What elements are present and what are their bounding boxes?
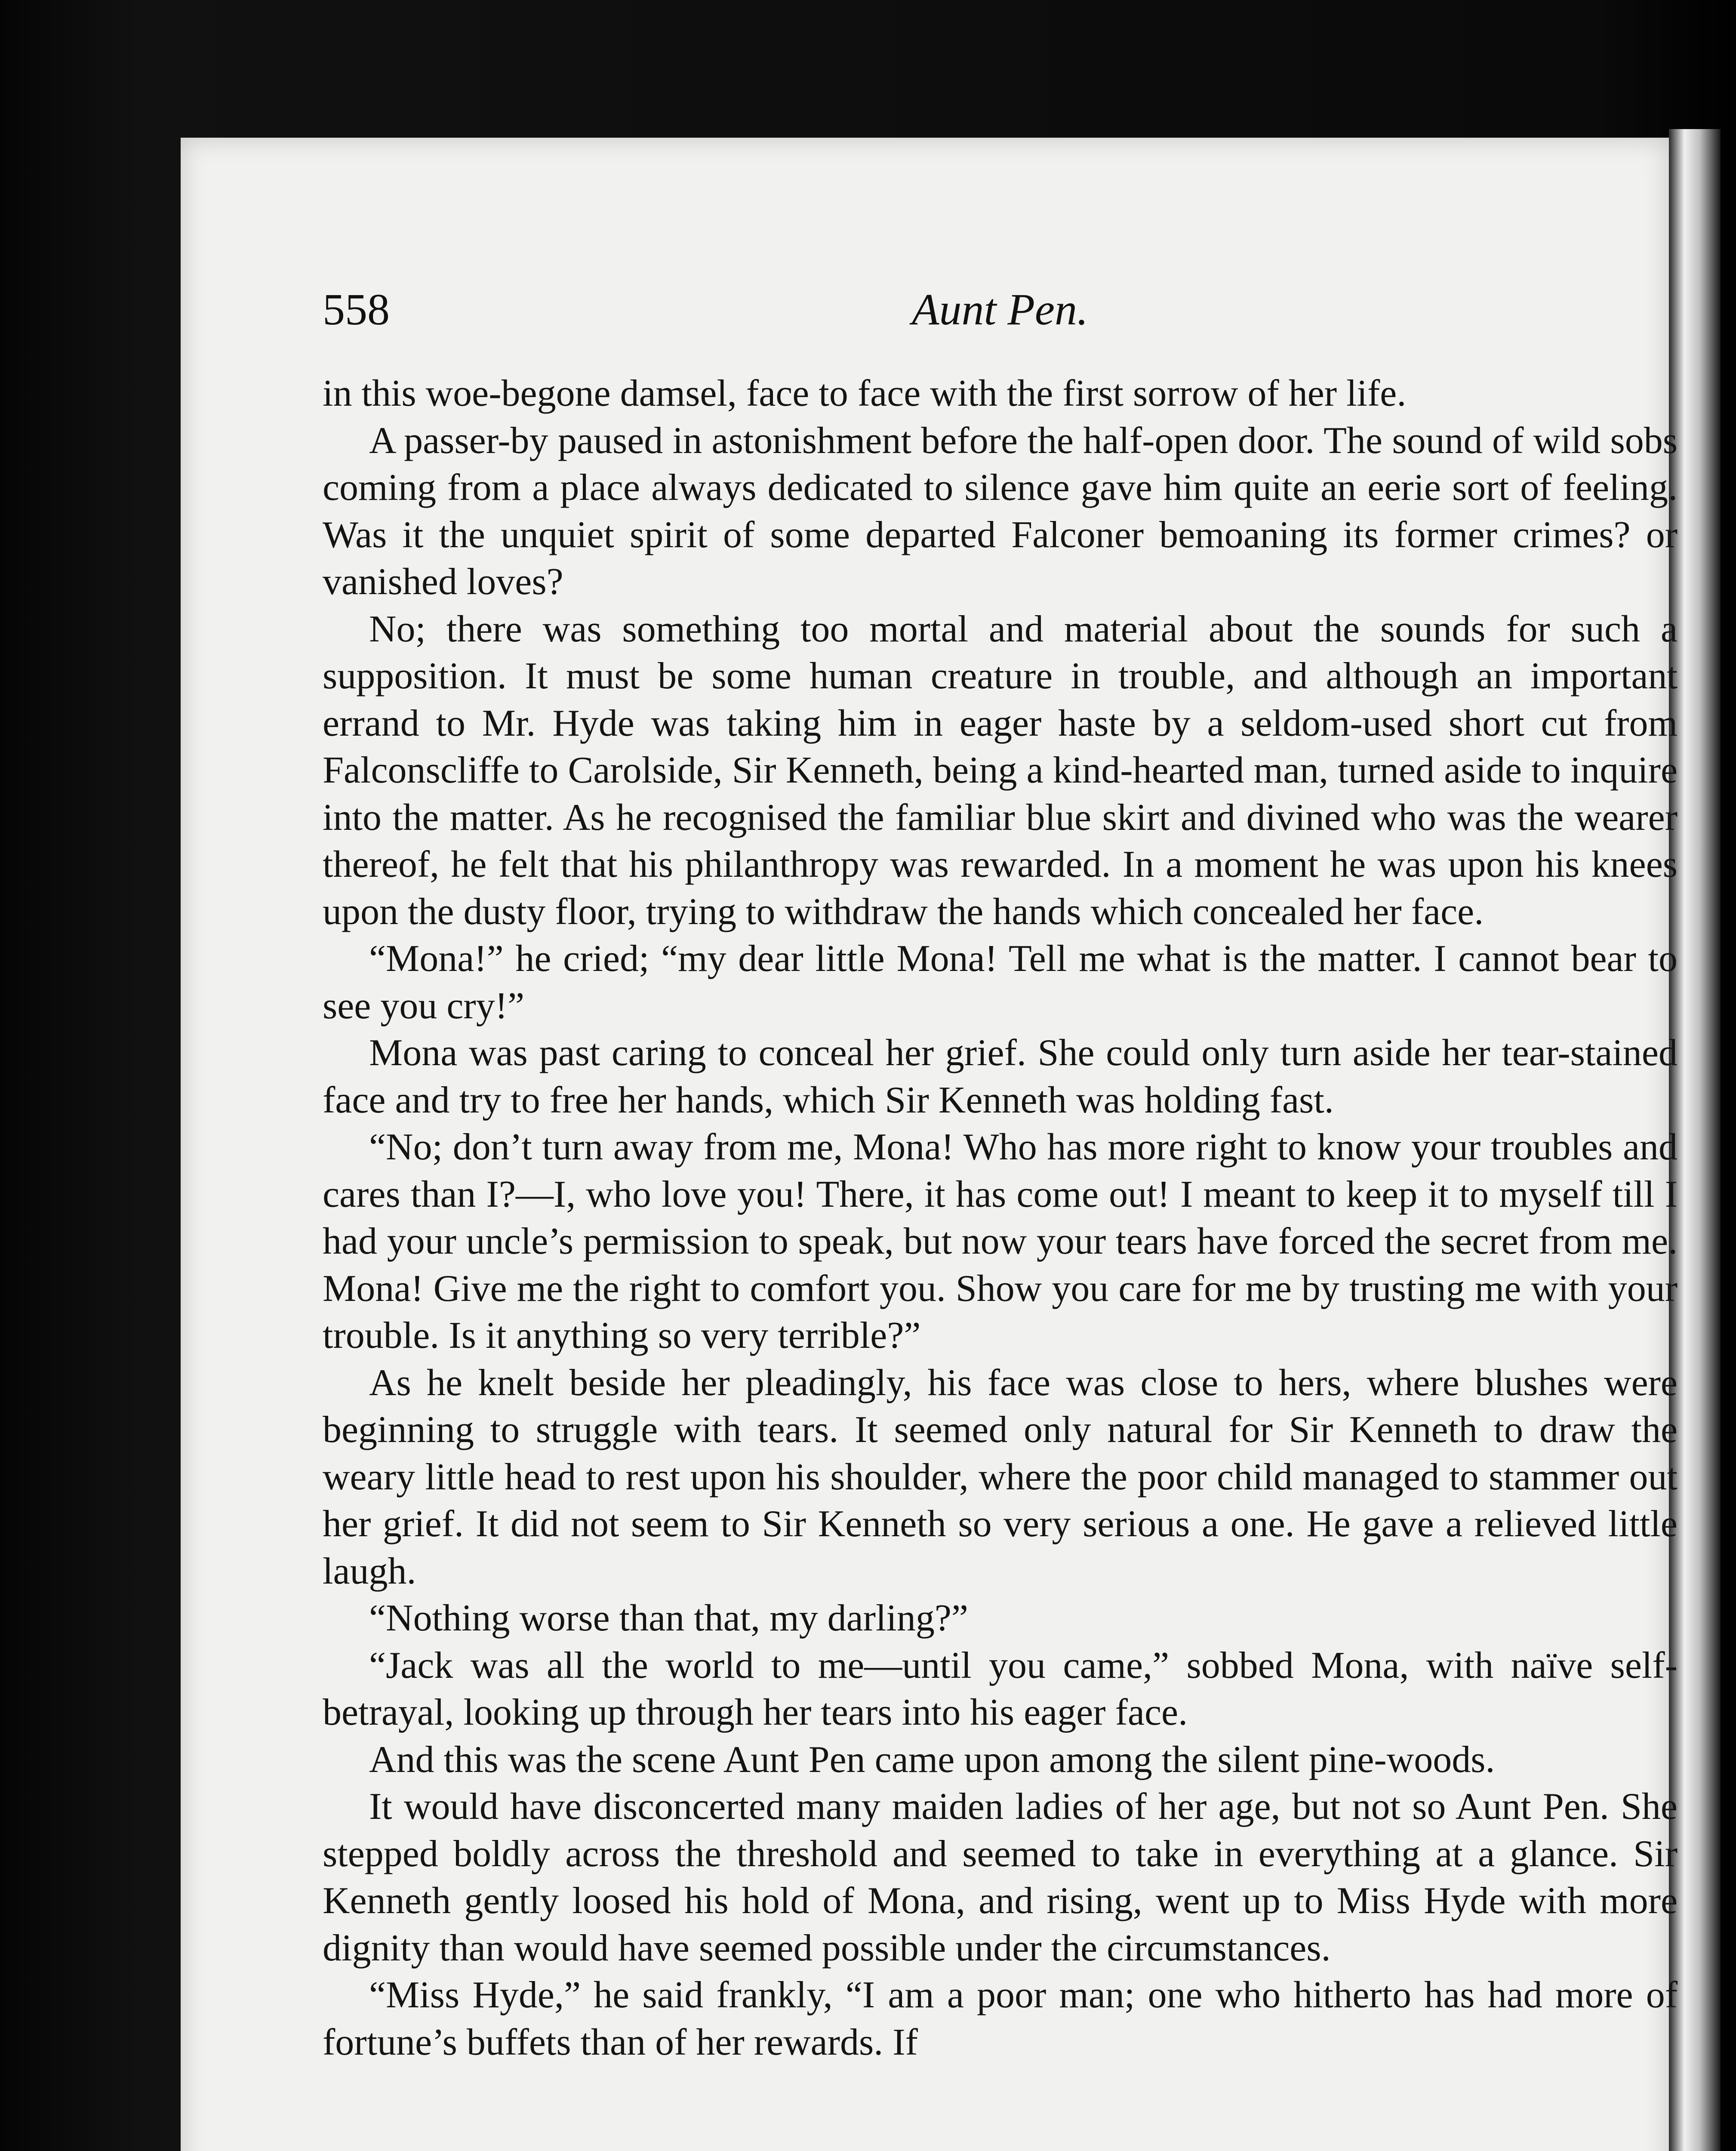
- paragraph: As he knelt beside her pleadingly, his face was close to hers, where blushes were beginning to struggle with tears. It seemed only natural for Sir Kenneth to draw the weary little head to rest upon his shoulder, where the poor child managed to stammer out her grief. It did not seem to Sir Kenneth so very serious a one. He gave a relieved little laugh.: [323, 1362, 1678, 1592]
- running-head: Aunt Pen.: [911, 285, 1089, 334]
- paragraph: “Mona!” he cried; “my dear little Mona! Tell me what is the matter. I cannot bear to see you cry!”: [323, 938, 1678, 1027]
- paragraph: “No; don’t turn away from me, Mona! Who has more right to know your troubles and cares than I?—I, who love you! There, it has come out! I meant to keep it to myself till I had your uncle’s permission to speak, but now your tears have forced the secret from me. Mona! Give me the right to comfort you. Show you care for me by trusting me with your trouble. Is it anything so very terrible?”: [323, 1126, 1678, 1356]
- paragraph: “Miss Hyde,” he said frankly, “I am a poor man; one who hitherto has had more of fortune’s buffets than of her rewards. If: [323, 1974, 1678, 2063]
- book-page: [181, 138, 1678, 2151]
- page-header: [323, 280, 1678, 366]
- paragraph: “Jack was all the world to me—until you came,” sobbed Mona, with naïve self-betrayal, looking up through her tears into his eager face.: [323, 1644, 1678, 1733]
- paragraph: in this woe-begone damsel, face to face with the first sorrow of her life.: [323, 373, 1407, 414]
- paragraph: “Nothing worse than that, my darling?”: [369, 1597, 968, 1639]
- body-text: [323, 370, 1678, 2066]
- paragraph: And this was the scene Aunt Pen came upon among the silent pine-woods.: [369, 1738, 1495, 1781]
- paragraph: Mona was past caring to conceal her grief. She could only turn aside her tear-stained face and try to free her hands, which Sir Kenneth was holding fast.: [323, 1032, 1678, 1121]
- paragraph: A passer-by paused in astonishment before the half-open door. The sound of wild sobs coming from a place always dedicated to silence gave him quite an eerie sort of feeling. Was it the unquiet spirit of some departed Falconer bemoaning its former crimes? or vanished loves?: [323, 419, 1678, 603]
- paragraph: It would have disconcerted many maiden ladies of her age, but not so Aunt Pen. She stepped boldly across the threshold and seemed to take in everything at a glance. Sir Kenneth gently loosed his hold of Mona, and rising, went up to Miss Hyde with more dignity than would have seemed possible under the circumstances.: [323, 1786, 1678, 1969]
- page-number: 558: [323, 285, 390, 334]
- paragraph: No; there was something too mortal and material about the sounds for such a supposition. It must be some human creature in trouble, and although an important errand to Mr. Hyde was taking him in eager haste by a seldom-used short cut from Falconscliffe to Carolside, Sir Kenneth, being a kind-hearted man, turned aside to inquire into the matter. As he recognised the familiar blue skirt and divined who was the wearer thereof, he felt that his philanthropy was rewarded. In a moment he was upon his knees upon the dusty floor, trying to withdraw the hands which concealed her face.: [323, 608, 1678, 933]
